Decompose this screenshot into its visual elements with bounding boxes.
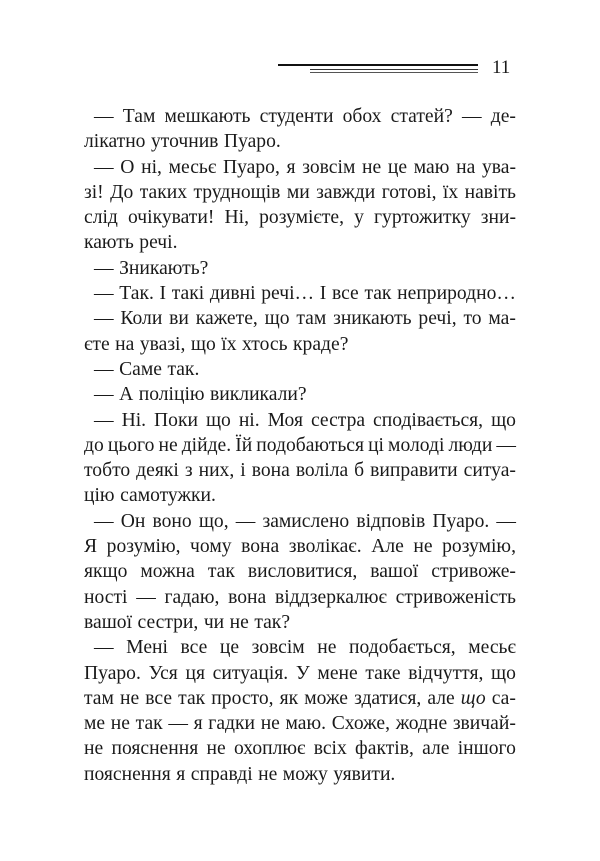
- text-line: єте на увазі, що їх хтось краде?: [84, 333, 349, 355]
- running-header: [270, 56, 520, 86]
- text-line: тобто деякі з них, і вона воліла б виправити ситуа-: [84, 460, 516, 482]
- text-line: лікатно уточнив Пуаро.: [84, 131, 281, 153]
- text-line: — Саме так.: [94, 358, 200, 380]
- text-line: — Мені все це зовсім не подобається, месьє: [94, 637, 516, 659]
- text-line: якщо можна так висловитися, вашої стривоже-: [84, 561, 516, 583]
- text-line: — Зникають?: [94, 257, 209, 279]
- text-line: Я розумію, чому вона зволікає. Але не розумію,: [84, 536, 516, 558]
- text-line: — Там мешкають студенти обох статей? — де-: [94, 106, 516, 127]
- body-text: [84, 104, 516, 787]
- text-line: ме не так — я гадки не маю. Схоже, жодне звичай-: [84, 713, 516, 735]
- text-line: — Он воно що, — замислено відповів Пуаро. —: [94, 510, 516, 532]
- header-rule-thin: [310, 69, 478, 70]
- text-line: не пояснення не охоплює всіх фактів, але іншого: [84, 738, 516, 760]
- text-line: кають речі.: [84, 232, 178, 254]
- header-rule-thin-lower: [310, 72, 478, 73]
- text-line: — Так. І такі дивні речі… І все так неприродно…: [94, 283, 516, 305]
- text-line: до цього не дійде. Їй подобаються ці молоді люди —: [84, 434, 516, 456]
- text-line: — А поліцію викликали?: [94, 384, 307, 406]
- page-number: 11: [492, 57, 511, 78]
- text-line: — Коли ви кажете, що там зникають речі, то ма-: [94, 308, 516, 330]
- text-line: там не все так просто, як може здатися, але що са-: [84, 687, 516, 709]
- text-line: Пуаро. Уся ця ситуація. У мене таке відчуття, що: [84, 662, 516, 684]
- text-line: ності — гадаю, вона віддзеркалює стривоженість: [84, 586, 516, 608]
- text-line: — О ні, месьє Пуаро, я зовсім не це маю на ува-: [94, 156, 516, 178]
- text-line: пояснення я справді не можу уявити.: [84, 763, 396, 785]
- header-rule-thick: [278, 64, 478, 66]
- text-line: цію самотужки.: [84, 485, 216, 507]
- text-line: — Ні. Поки що ні. Моя сестра сподівається, що: [94, 409, 516, 431]
- text-line: слід очікувати! Ні, розумієте, у гуртожитку зни-: [84, 207, 516, 229]
- text-line: зі! До таких труднощів ми завжди готові, їх навіть: [84, 181, 516, 203]
- text-line: вашої сестри, чи не так?: [84, 611, 291, 633]
